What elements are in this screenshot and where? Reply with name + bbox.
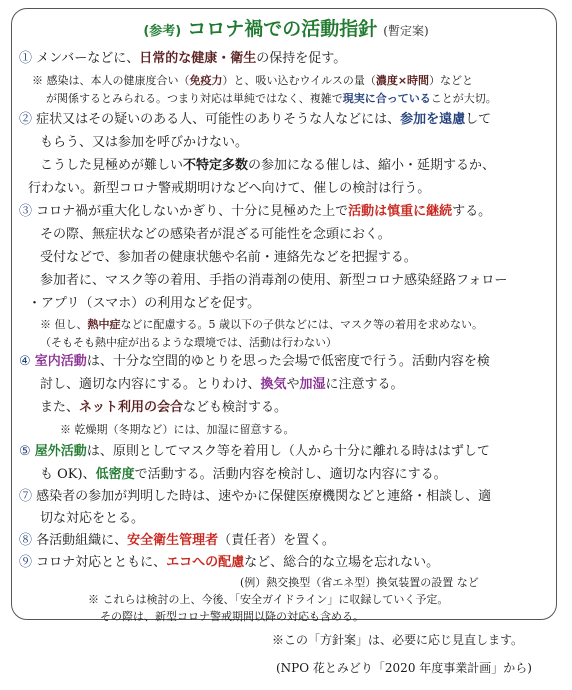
body-text: 行わない。新型コロナ警戒期明けなどへ向けて、催しの検討は行う。 [28,181,431,196]
guideline-item-line [19,112,491,128]
body-text: が関係するとみられる。つまり対応は単純ではなく、複雑で [46,92,343,105]
body-text: する。 [452,204,492,219]
item-number: ⑨ [19,555,37,570]
emphasis-text: 安全衛生管理者 [127,533,219,548]
body-text: （責任者）を置く。 [218,533,335,548]
body-text: の参加になる催しは、縮小・延期するか、 [248,158,496,173]
body-text: 討し、適切な内容にする。とりわけ、 [40,377,261,392]
body-text: 受付などで、参加者の健康状態や名前・連絡先などを把握する。 [40,250,417,265]
body-text: など、総合的な立場を忘れない。 [244,555,440,570]
body-text: に注意する。 [325,377,404,392]
guideline-note-line [40,336,337,350]
emphasis-text: エコへの配慮 [166,555,245,570]
guideline-text-line [40,227,391,243]
guideline-text-line [28,296,260,312]
body-text: メンバーなどに、 [36,51,140,66]
body-text: も OK)、 [40,467,96,482]
emphasis-text: 活動は慎重に継続 [348,204,453,219]
emphasis-text: 室内活動 [34,354,87,369]
document-title [0,14,572,41]
guideline-item-line [19,555,439,571]
body-text: 各活動組織に、 [36,533,128,548]
body-text: こうした見極めが難しい [40,158,184,173]
emphasis-text: 熱中症 [87,318,121,331]
emphasis-text: 換気 [260,377,287,392]
body-text: コロナ禍が重大化しないかぎり、十分に見極めた上で [36,204,349,219]
guideline-note-line [88,593,448,607]
guideline-item-line [19,444,490,460]
emphasis-text: ネット利用の会合 [79,400,184,415]
guideline-item-line [19,51,346,67]
emphasis-text: 現実に合っている [342,92,431,105]
guideline-text-line [28,181,430,197]
guideline-item-line [19,354,490,370]
body-text: なども検討する。 [183,400,288,415]
emphasis-text: 加湿 [299,377,326,392]
body-text: ※ 但し、 [40,318,88,331]
body-text: (例）熱交換型（省エネ型）換気装置の設置 など [240,576,479,589]
body-text: ※ これらは検討の上、今後、「安全ガイドライン」に収録していく予定。 [88,593,449,606]
emphasis-text: 濃度×時間 [375,74,430,87]
emphasis-text: 参加を遠慮 [400,112,466,127]
body-text: ・アプリ（スマホ）の利用などを促す。 [28,296,261,311]
item-number: ③ [19,204,37,219]
guideline-text-line [40,511,144,527]
item-number: ⑧ [19,533,37,548]
guideline-note-line [32,74,473,88]
footer-source: (NPO 花とみどり「2020 年度事業計画」から) [276,661,532,675]
guideline-note-line [40,318,483,332]
body-text: その際は、新型コロナ警戒期間以降の対応も含める。 [100,610,364,623]
body-text: の保持を促す。 [256,51,347,66]
item-number: ⑦ [19,489,37,504]
body-text: ことが大切。 [430,92,497,105]
guideline-text-line [40,158,495,174]
item-number: ② [19,112,37,127]
body-text: ※ 感染は、本人の健康度合い（ [32,74,190,87]
guideline-note-line [46,92,497,106]
body-text: は、原則としてマスク等を着用し（人から十分に離れる時ははずして [86,444,490,459]
body-text: 切な対応をとる。 [40,511,145,526]
guideline-text-line [40,273,507,289]
guideline-text-line [40,377,404,393]
guideline-item-line [19,204,491,220]
footer-note: ※この「方針案」は、必要に応じ見直します。 [272,633,524,647]
body-text: もらう、又は参加を呼びかけない。 [40,135,249,150]
body-text: ※ 乾燥期（冬期など）には、加湿に留意する。 [60,423,295,436]
guideline-item-line [19,533,335,549]
body-text: や [286,377,300,392]
body-text: 症状又はその疑いのある人、可能性のありそうな人などには、 [36,112,401,127]
emphasis-text: 不特定多数 [183,158,249,173]
body-text: は、十分な空間的ゆとりを思った会場で低密度で行う。活動内容を検 [86,354,490,369]
emphasis-text: 低密度 [95,467,135,482]
guideline-note-line [100,610,364,624]
body-text: （そもそも熱中症が出るような環境では、活動は行わない） [40,336,337,349]
emphasis-text: 免疫力 [189,74,223,87]
item-number: ④ [19,354,35,369]
guideline-note-line [240,576,479,590]
guideline-text-line [40,250,417,266]
body-text: などに配慮する。5 歳以下の子供などには、マスク等の着用を求めない。 [120,318,483,331]
body-text: 感染者の参加が判明した時は、速やかに保健医療機関などと連絡・相談し、適 [36,489,492,504]
body-text: 参加者に、マスク等の着用、手指の消毒剤の使用、新型コロナ感染経路フォロー [40,273,508,288]
guideline-text-line [40,467,447,483]
body-text: ）と、吸い込むウイルスの量（ [222,74,376,87]
title-draft-tag: (暫定案) [383,24,429,38]
item-number: ⑤ [19,444,35,459]
body-text: して [465,112,492,127]
guideline-note-line [60,423,295,437]
title-main: コロナ禍での活動指針 [187,18,378,40]
body-text: その際、無症状などの感染者が混ざる可能性を念頭におく。 [40,227,391,242]
guideline-item-line [19,489,491,505]
item-number: ① [19,51,37,66]
emphasis-text: 日常的な健康・衛生 [139,51,257,66]
guideline-text-line [40,400,287,416]
emphasis-text: 屋外活動 [34,444,87,459]
title-reference-tag: (参考) [143,24,182,39]
guideline-text-line [40,135,248,151]
body-text: ）などと [429,74,474,87]
body-text: コロナ対応とともに、 [36,555,167,570]
body-text: また、 [40,400,80,415]
body-text: で活動する。活動内容を検討し、適切な内容にする。 [134,467,447,482]
